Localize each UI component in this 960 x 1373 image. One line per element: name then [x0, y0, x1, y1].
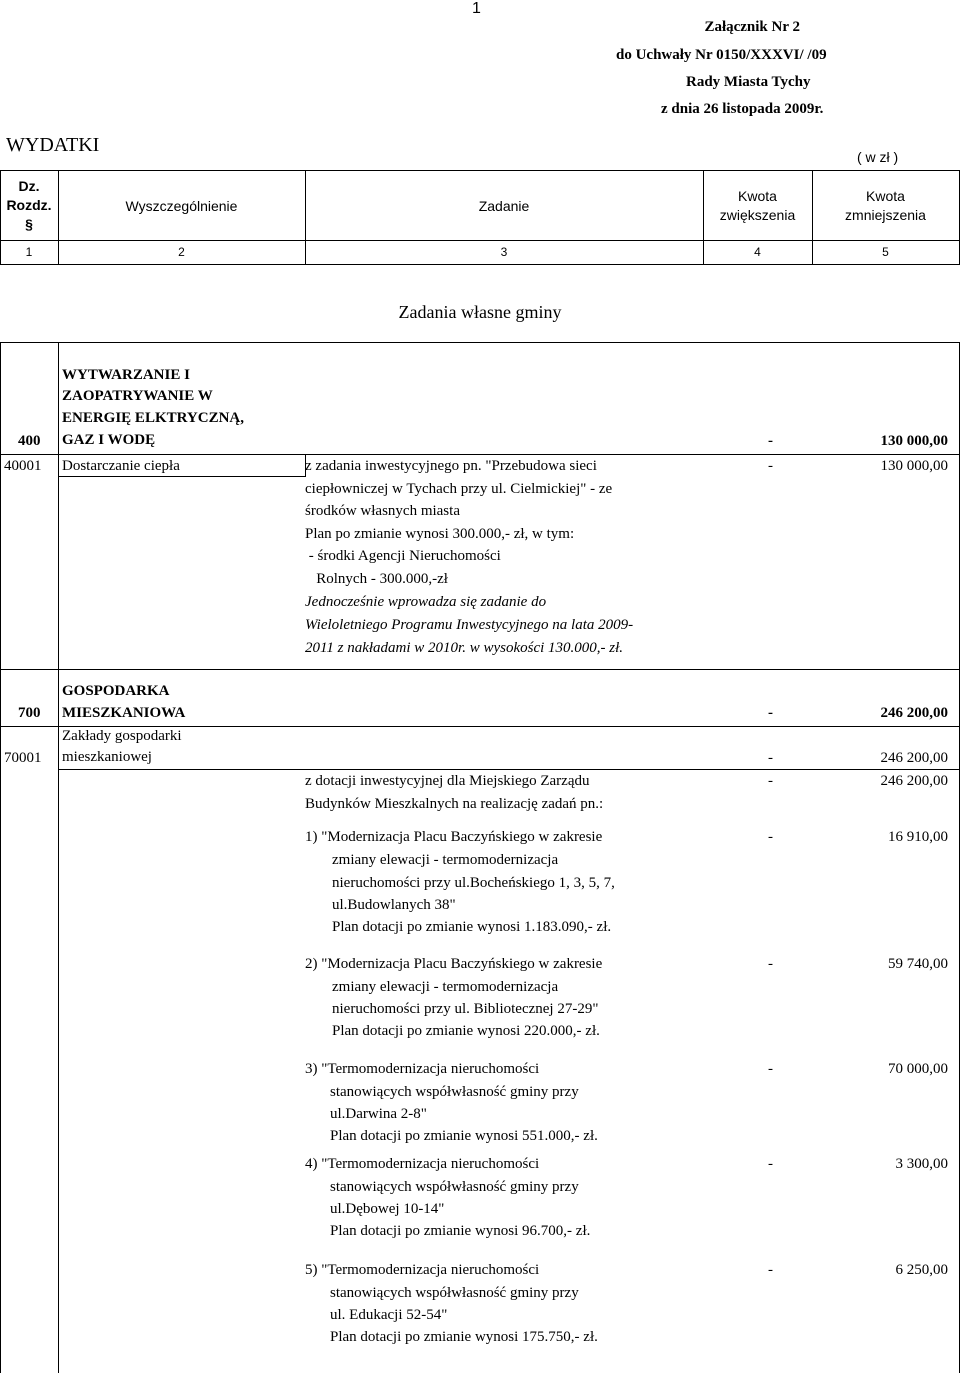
header-top-rule [0, 170, 960, 171]
page-title: WYDATKI [6, 134, 100, 156]
r40001-task-4: Plan po zmianie wynosi 300.000,- zł, w tym: [305, 526, 575, 542]
col-number-5: 5 [882, 245, 889, 259]
dotacja-text-1: z dotacji inwestycyjnej dla Miejskiego Zarządu [305, 773, 590, 789]
item3-line-2: stanowiących współwłasność gminy przy [330, 1084, 579, 1100]
r40001-name-rule [58, 476, 306, 477]
col-number-1: 1 [25, 245, 33, 259]
body-border-1 [58, 342, 59, 1373]
dz400-name-3: ENERGIĘ ELKTRYCZNĄ, [62, 410, 245, 426]
item4-line-2: stanowiących współwłasność gminy przy [330, 1179, 579, 1195]
item3-line-1: 3) "Termomodernizacja nieruchomości [305, 1061, 540, 1077]
page-number: 1 [472, 0, 481, 17]
unit-label: ( w zł ) [857, 149, 899, 165]
dz400-plus: - [768, 433, 773, 449]
col-wyszczegolnienie-label: Wyszczególnienie [125, 198, 238, 214]
r40001-task-5: - środki Agencji Nieruchomości [305, 548, 501, 564]
r40001-note-1: Jednocześnie wprowadza się zadanie do [305, 594, 547, 610]
col-zmniejszenia-label-2: zmniejszenia [845, 207, 926, 223]
header-mid-rule [0, 240, 960, 241]
col-number-3: 3 [500, 245, 508, 259]
item2-line-3: nieruchomości przy ul. Bibliotecznej 27-29" [332, 1001, 599, 1017]
col-zwiekszenia-label-1: Kwota [738, 188, 777, 204]
r70001-name-2: mieszkaniowej [62, 749, 152, 765]
item1-minus: 16 910,00 [888, 829, 948, 845]
item5-line-1: 5) "Termomodernizacja nieruchomości [305, 1262, 540, 1278]
col-zadanie-label: Zadanie [478, 198, 530, 214]
item5-plus: - [768, 1262, 773, 1278]
col-rozdz-label: Rozdz. [6, 197, 52, 213]
dz700-name-2: MIESZKANIOWA [62, 705, 186, 721]
body-border-left [0, 342, 1, 1373]
item2-line-4: Plan dotacji po zmianie wynosi 220.000,- zł. [332, 1023, 600, 1039]
r40001-code: 40001 [4, 458, 42, 474]
item2-plus: - [768, 956, 773, 972]
item1-line-3: nieruchomości przy ul.Bocheńskiego 1, 3, 5, 7, [332, 875, 615, 891]
item1-line-5: Plan dotacji po zmianie wynosi 1.183.090,- zł. [332, 919, 612, 935]
header-bottom-rule [0, 264, 960, 265]
r40001-task-2: ciepłowniczej w Tychach przy ul. Cielmickiej" - ze [305, 481, 613, 497]
dotacja-text-2: Budynków Mieszkalnych na realizację zadań pn.: [305, 796, 604, 812]
item3-minus: 70 000,00 [888, 1061, 948, 1077]
section-rule [0, 342, 960, 343]
item2-line-1: 2) "Modernizacja Placu Baczyńskiego w zakresie [305, 956, 603, 972]
resolution-date: z dnia 26 listopada 2009r. [661, 101, 824, 117]
col-zwiekszenia-label-2: zwiększenia [719, 207, 796, 223]
dz700-minus: 246 200,00 [880, 705, 948, 721]
dz400-name-1: WYTWARZANIE I [62, 367, 190, 383]
r40001-divider [58, 454, 59, 476]
item4-line-4: Plan dotacji po zmianie wynosi 96.700,- zł. [330, 1223, 591, 1239]
item5-line-3: ul. Edukacji 52-54" [330, 1307, 448, 1323]
r70001-plus: - [768, 750, 773, 766]
item1-line-2: zmiany elewacji - termomodernizacja [332, 852, 559, 868]
dz700-name-1: GOSPODARKA [62, 683, 170, 699]
r70001-name-1: Zakłady gospodarki [62, 728, 182, 744]
resolution-number: do Uchwały Nr 0150/XXXVI/ /09 [616, 47, 827, 63]
dz400-name-4: GAZ I WODĘ [62, 432, 156, 448]
dz700-rule [0, 726, 960, 727]
r40001-task-1: z zadania inwestycyjnego pn. "Przebudowa sieci [305, 458, 597, 474]
r40001-task-6: Rolnych - 300.000,-zł [305, 571, 448, 587]
item1-line-4: ul.Budowlanych 38" [332, 897, 456, 913]
council-name: Rady Miasta Tychy [686, 74, 811, 90]
dotacja-plus: - [768, 773, 773, 789]
item4-line-1: 4) "Termomodernizacja nieruchomości [305, 1156, 540, 1172]
col-paragraph-label: § [25, 216, 33, 232]
r40001-plus: - [768, 458, 773, 474]
item2-minus: 59 740,00 [888, 956, 948, 972]
item4-line-3: ul.Dębowej 10-14" [330, 1201, 445, 1217]
item3-line-4: Plan dotacji po zmianie wynosi 551.000,- zł. [330, 1128, 598, 1144]
attachment-title: Załącznik Nr 2 [704, 19, 800, 35]
item5-line-2: stanowiących współwłasność gminy przy [330, 1285, 579, 1301]
item4-minus: 3 300,00 [895, 1156, 948, 1172]
col-zmniejszenia-label-1: Kwota [866, 188, 905, 204]
item1-line-1: 1) "Modernizacja Placu Baczyńskiego w zakresie [305, 829, 603, 845]
r40001-name: Dostarczanie ciepła [62, 458, 180, 474]
dz400-minus: 130 000,00 [880, 433, 948, 449]
r70001-minus: 246 200,00 [880, 750, 948, 766]
dz400-name-2: ZAOPATRYWANIE W [62, 388, 213, 404]
section-title: Zadania własne gminy [398, 302, 562, 322]
r40001-task-3: środków własnych miasta [305, 503, 460, 519]
r70001-code: 70001 [4, 750, 42, 766]
item5-minus: 6 250,00 [895, 1262, 948, 1278]
item5-line-4: Plan dotacji po zmianie wynosi 175.750,- zł. [330, 1329, 598, 1345]
r40001-note-2: Wieloletniego Programu Inwestycyjnego na lata 2009- [305, 617, 634, 633]
item3-line-3: ul.Darwina 2-8" [330, 1106, 427, 1122]
r70001-rule [58, 769, 960, 770]
dz400-code: 400 [18, 433, 41, 449]
col-dz-label: Dz. [18, 178, 40, 194]
item4-plus: - [768, 1156, 773, 1172]
item3-plus: - [768, 1061, 773, 1077]
col-number-2: 2 [178, 245, 185, 259]
col-number-4: 4 [754, 245, 761, 259]
item2-line-2: zmiany elewacji - termomodernizacja [332, 979, 559, 995]
dz700-code: 700 [18, 705, 41, 721]
dz700-plus: - [768, 705, 773, 721]
dotacja-minus: 246 200,00 [880, 773, 948, 789]
r40001-note-3: 2011 z nakładami w 2010r. w wysokości 130.000,- zł. [305, 640, 624, 656]
r40001-minus: 130 000,00 [880, 458, 948, 474]
r40001-rule [0, 669, 960, 670]
dz400-rule [0, 454, 960, 455]
item1-plus: - [768, 829, 773, 845]
